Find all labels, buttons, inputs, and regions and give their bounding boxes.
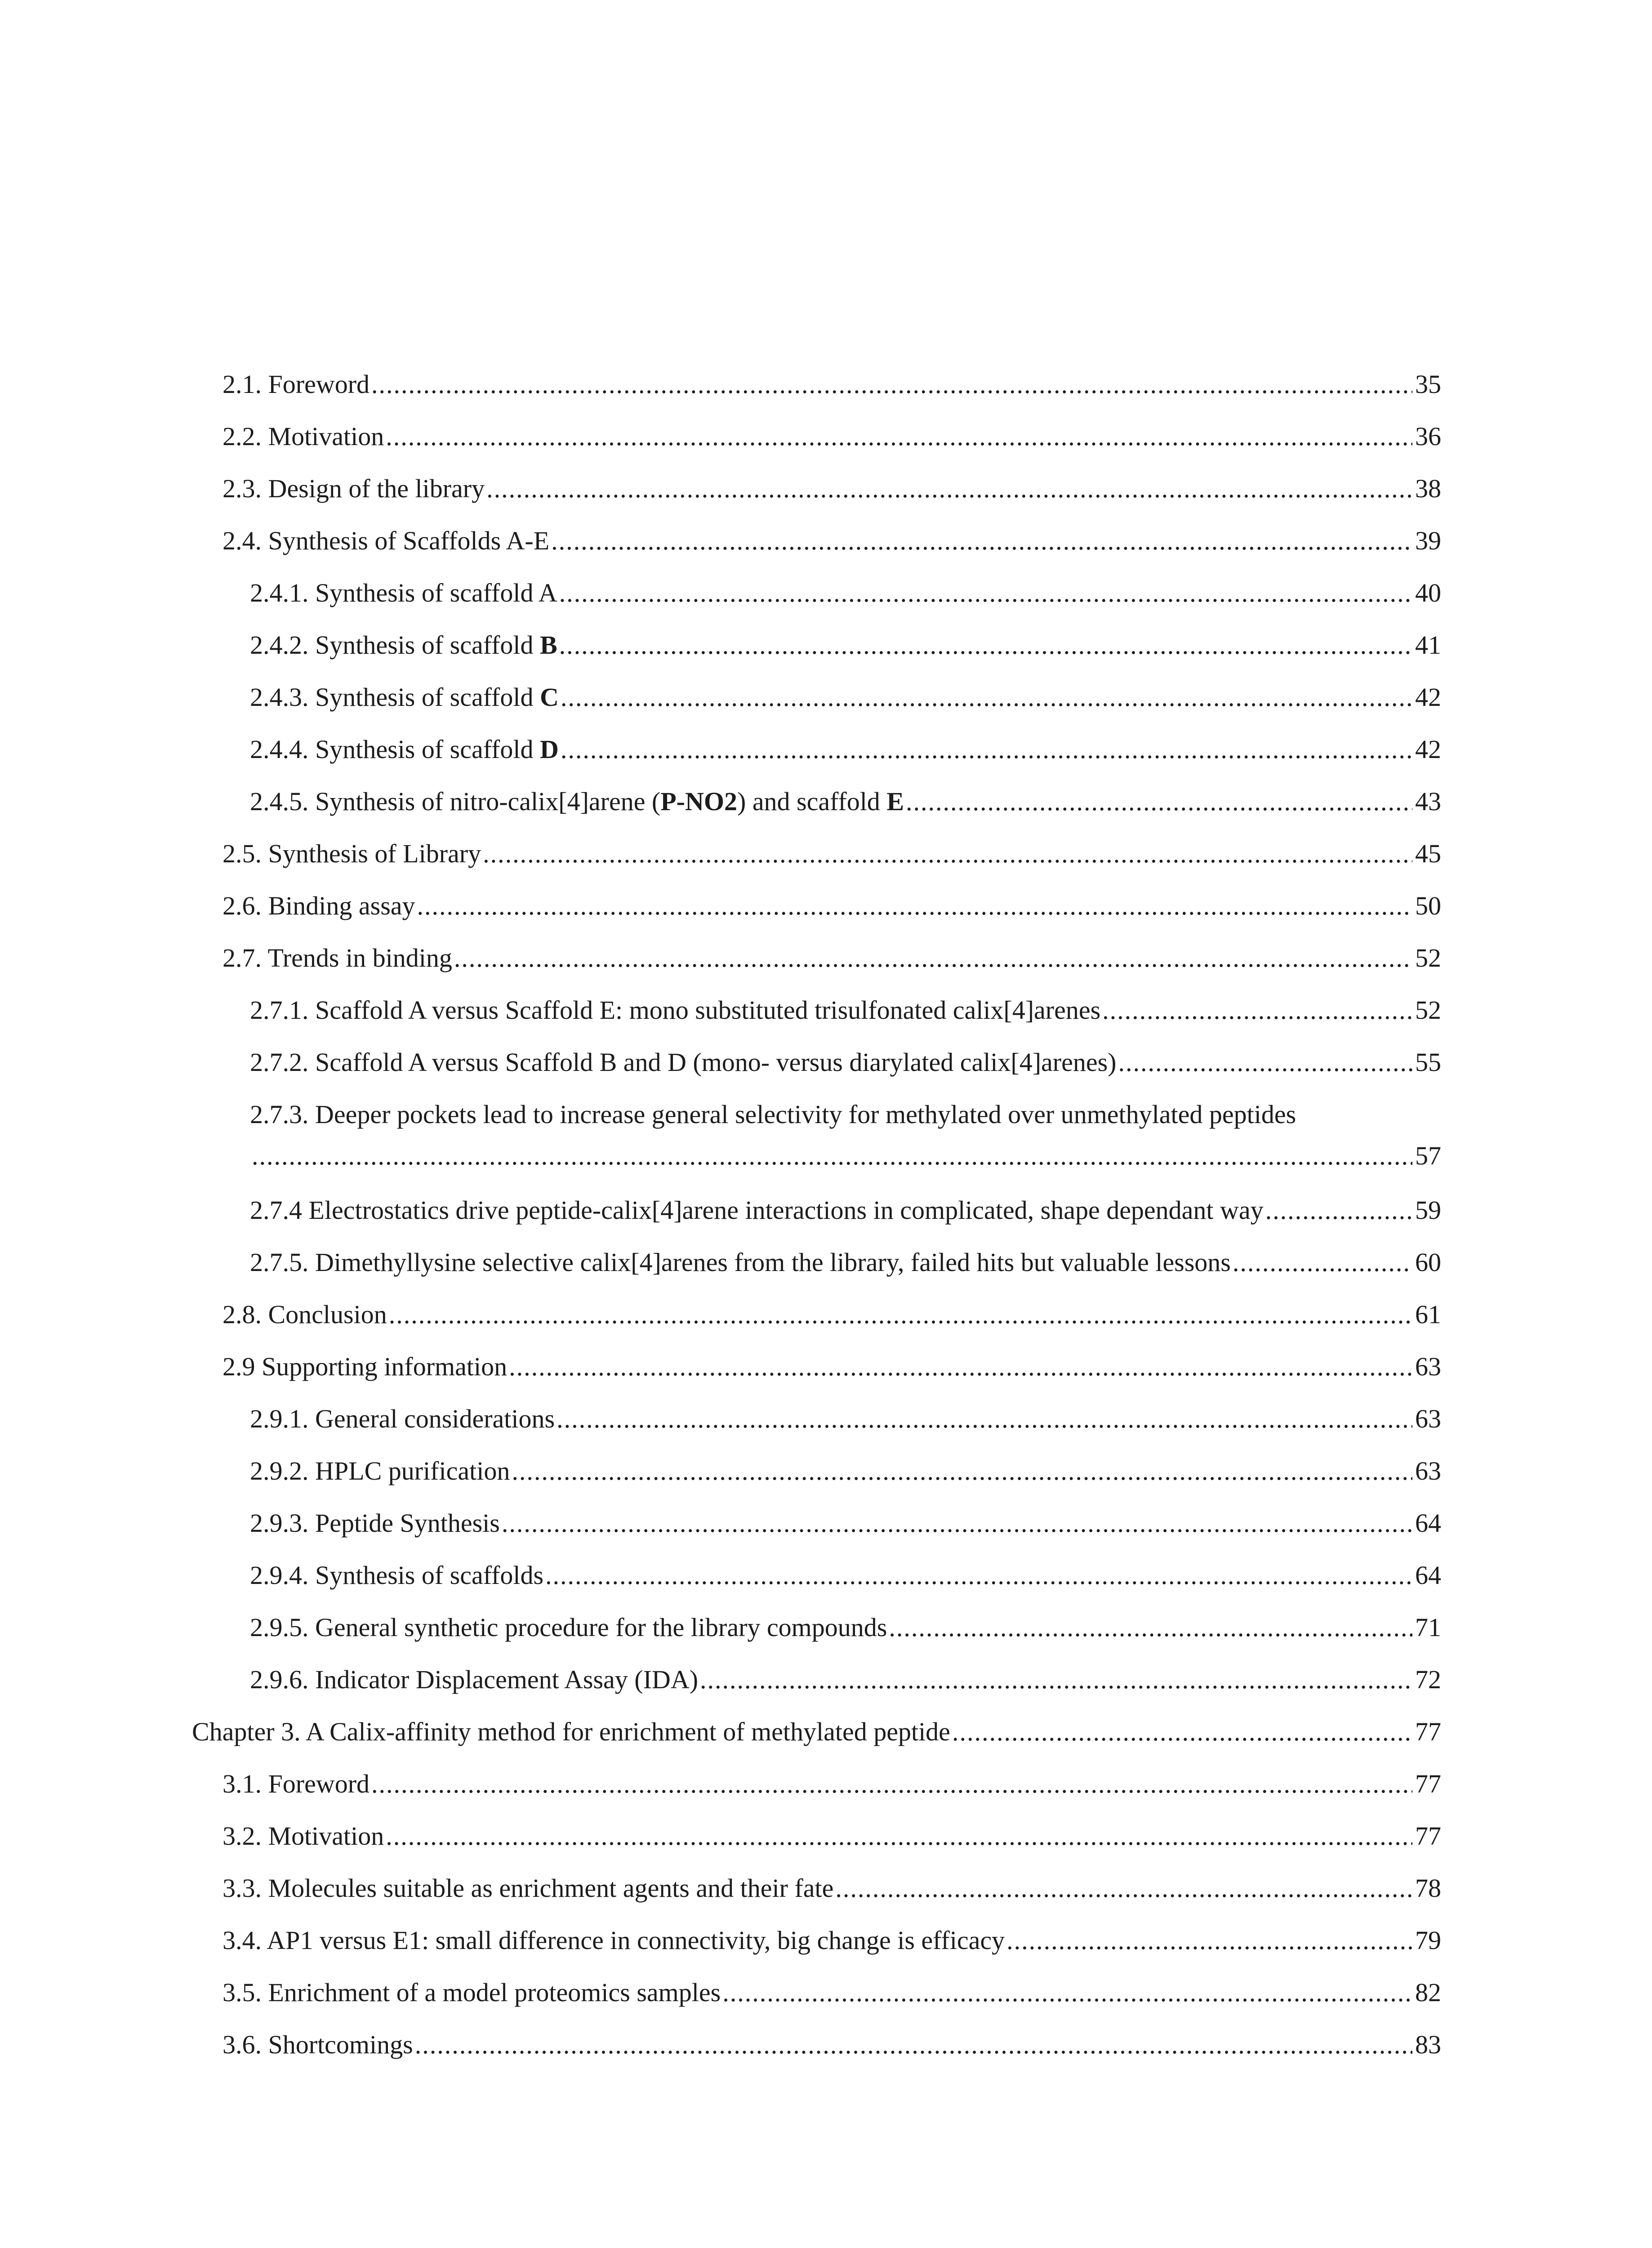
toc-page-number: 59 xyxy=(1415,1195,1441,1225)
toc-page-number: 82 xyxy=(1415,1978,1441,2007)
toc-page-number: 77 xyxy=(1415,1717,1441,1746)
dot-leader xyxy=(1265,1192,1412,1228)
toc-entry-title: 3.2. Motivation xyxy=(223,1821,384,1851)
compound-label: P-NO2 xyxy=(660,787,737,816)
toc-entry-title: 2.4. Synthesis of Scaffolds A-E xyxy=(223,526,550,555)
scaffold-label: B xyxy=(539,630,557,660)
toc-entry-title: 2.7.4 Electrostatics drive peptide-calix[4]arene interactions in complicated, shape dependant way xyxy=(250,1195,1264,1225)
toc-page-number: 77 xyxy=(1415,1821,1441,1851)
toc-chapter-title: Chapter 3. A Calix-affinity method for enrichment of methylated peptide xyxy=(192,1717,950,1746)
toc-entry-title: 3.3. Molecules suitable as enrichment agents and their fate xyxy=(223,1873,834,1903)
toc-entry-title: 2.8. Conclusion xyxy=(223,1300,387,1329)
toc-entry[interactable] xyxy=(223,523,1441,559)
toc-entry[interactable] xyxy=(223,2027,1441,2063)
toc-entry-title xyxy=(250,784,904,820)
toc-entry-title: 3.6. Shortcomings xyxy=(223,2030,413,2059)
toc-entry[interactable] xyxy=(250,1401,1441,1437)
toc-entry-title: 2.9.1. General considerations xyxy=(250,1404,555,1433)
toc-entry-title: 2.7.2. Scaffold A versus Scaffold B and D (mono- versus diarylated calix[4]arenes) xyxy=(250,1048,1117,1077)
toc-page-number: 79 xyxy=(1415,1926,1441,1955)
toc-entry-title: 2.4.1. Synthesis of scaffold A xyxy=(250,578,557,607)
dot-leader xyxy=(454,940,1412,976)
toc-page-number: 50 xyxy=(1415,891,1441,920)
toc-entry[interactable] xyxy=(250,1662,1441,1698)
dot-leader xyxy=(1118,1044,1412,1080)
toc-entry-title-text: 2.4.3. Synthesis of scaffold xyxy=(250,682,540,712)
toc-entry[interactable] xyxy=(223,366,1441,402)
toc-entry-title: 2.5. Synthesis of Library xyxy=(223,839,481,868)
dot-leader xyxy=(545,1557,1412,1593)
dot-leader xyxy=(512,1453,1412,1489)
toc-entry[interactable] xyxy=(223,1818,1441,1854)
toc-entry[interactable] xyxy=(250,784,1441,820)
toc-entry-title: 2.9.2. HPLC purification xyxy=(250,1456,510,1485)
dot-leader xyxy=(486,471,1412,507)
dot-leader xyxy=(1102,992,1412,1028)
dot-leader xyxy=(252,1138,1412,1174)
toc-page-number: 64 xyxy=(1415,1508,1441,1538)
toc-entry-title: 2.7. Trends in binding xyxy=(223,943,452,972)
scaffold-label: D xyxy=(539,735,559,764)
toc-page-number: 63 xyxy=(1415,1352,1441,1381)
toc-entry[interactable] xyxy=(250,1244,1441,1280)
dot-leader xyxy=(509,1349,1412,1385)
dot-leader xyxy=(389,1297,1412,1333)
toc-page-number: 83 xyxy=(1415,2030,1441,2059)
dot-leader xyxy=(889,1610,1412,1646)
dot-leader xyxy=(371,366,1412,402)
dot-leader xyxy=(417,888,1412,924)
toc-entry[interactable] xyxy=(250,1505,1441,1541)
toc-entry-title-text: 2.4.5. Synthesis of nitro-calix[4]arene ( xyxy=(250,787,661,816)
toc-entry-title-text: 2.4.2. Synthesis of scaffold xyxy=(250,630,540,660)
toc-entry[interactable] xyxy=(250,1453,1441,1489)
toc-entry-title: 3.5. Enrichment of a model proteomics samples xyxy=(223,1978,721,2007)
toc-entry[interactable] xyxy=(223,1349,1441,1385)
toc-page-number: 55 xyxy=(1415,1048,1441,1077)
dot-leader xyxy=(415,2027,1412,2063)
toc-entry-title[interactable]: 2.7.3. Deeper pockets lead to increase general selectivity for methylated over unmethylated peptides xyxy=(250,1100,1296,1129)
toc-entry-title: 2.1. Foreword xyxy=(223,370,370,399)
toc-page-number: 52 xyxy=(1415,943,1441,972)
toc-page-number: 45 xyxy=(1415,839,1441,868)
toc-page-number: 40 xyxy=(1415,578,1441,607)
scaffold-label: E xyxy=(886,787,904,816)
toc-entry[interactable] xyxy=(250,731,1441,767)
toc-page-number: 61 xyxy=(1415,1300,1441,1329)
toc-page-number: 63 xyxy=(1415,1404,1441,1433)
dot-leader xyxy=(561,679,1412,715)
toc-entry-title: 2.9.5. General synthetic procedure for the library compounds xyxy=(250,1613,887,1642)
toc-page-number: 43 xyxy=(1415,787,1441,816)
toc-entry[interactable] xyxy=(250,1044,1441,1080)
toc-entry-title: 2.6. Binding assay xyxy=(223,891,415,920)
toc-page-number: 36 xyxy=(1415,422,1441,451)
toc-entry[interactable] xyxy=(250,1610,1441,1646)
toc-entry[interactable] xyxy=(250,1138,1441,1174)
toc-entry-title: 2.9.3. Peptide Synthesis xyxy=(250,1508,500,1538)
toc-page-number: 71 xyxy=(1415,1613,1441,1642)
toc-entry-title-text: ) and scaffold xyxy=(737,787,887,816)
toc-entry-title: 2.7.1. Scaffold A versus Scaffold E: mono substituted trisulfonated calix[4]arenes xyxy=(250,995,1101,1025)
dot-leader xyxy=(551,523,1412,559)
toc-entry-title: 2.9 Supporting information xyxy=(223,1352,508,1381)
toc-entry-title: 2.3. Design of the library xyxy=(223,474,485,503)
toc-page-number: 60 xyxy=(1415,1248,1441,1277)
toc-entry[interactable] xyxy=(223,1922,1441,1958)
dot-leader xyxy=(386,419,1412,455)
toc-page-number: 38 xyxy=(1415,474,1441,503)
toc-entry-title: 2.9.4. Synthesis of scaffolds xyxy=(250,1561,544,1590)
toc-page-number: 39 xyxy=(1415,526,1441,555)
toc-entry-title-text: 2.4.4. Synthesis of scaffold xyxy=(250,735,540,764)
toc-entry[interactable] xyxy=(223,1975,1441,2011)
toc-chapter-entry[interactable] xyxy=(192,1714,1441,1750)
dot-leader xyxy=(1006,1922,1412,1958)
dot-leader xyxy=(483,836,1412,872)
toc-page-number: 52 xyxy=(1415,995,1441,1025)
toc-entry[interactable] xyxy=(250,992,1441,1028)
dot-leader xyxy=(561,731,1412,767)
dot-leader xyxy=(557,1401,1412,1437)
toc-entry-title: 2.2. Motivation xyxy=(223,422,384,451)
toc-entry[interactable] xyxy=(250,575,1441,611)
toc-entry[interactable] xyxy=(223,1766,1441,1802)
toc-page-number: 64 xyxy=(1415,1561,1441,1590)
toc-entry[interactable] xyxy=(250,1192,1441,1228)
toc-page-number: 42 xyxy=(1415,735,1441,764)
toc-entry[interactable] xyxy=(250,627,1441,663)
scaffold-label: C xyxy=(539,682,559,712)
toc-entry-title: 3.1. Foreword xyxy=(223,1769,370,1798)
toc-entry[interactable] xyxy=(223,888,1441,924)
dot-leader xyxy=(559,575,1412,611)
toc-entry[interactable] xyxy=(223,1297,1441,1333)
toc-page-number: 42 xyxy=(1415,682,1441,712)
toc-entry[interactable] xyxy=(223,419,1441,455)
toc-page-number: 77 xyxy=(1415,1769,1441,1798)
dot-leader xyxy=(371,1766,1412,1802)
toc-page-number: 72 xyxy=(1415,1665,1441,1694)
dot-leader xyxy=(502,1505,1412,1541)
toc-page-number: 63 xyxy=(1415,1456,1441,1485)
dot-leader xyxy=(1233,1244,1412,1280)
toc-entry-title: 2.7.5. Dimethyllysine selective calix[4]arenes from the library, failed hits but valuable lessons xyxy=(250,1248,1231,1277)
toc-page-number: 35 xyxy=(1415,370,1441,399)
dot-leader xyxy=(906,784,1412,820)
dot-leader xyxy=(722,1975,1412,2011)
toc-page-number: 57 xyxy=(1415,1141,1441,1170)
toc-entry[interactable] xyxy=(223,940,1441,976)
dot-leader xyxy=(386,1818,1412,1854)
toc-entry[interactable] xyxy=(223,471,1441,507)
dot-leader xyxy=(700,1662,1412,1698)
toc-entry-title: 3.4. AP1 versus E1: small difference in connectivity, big change is efficacy xyxy=(223,1926,1005,1955)
toc-entry[interactable] xyxy=(223,1870,1441,1906)
toc-entry-title: 2.9.6. Indicator Displacement Assay (IDA) xyxy=(250,1665,699,1694)
toc-entry[interactable] xyxy=(250,1557,1441,1593)
dot-leader xyxy=(559,627,1412,663)
toc-entry[interactable] xyxy=(250,679,1441,715)
toc-entry-title xyxy=(250,679,559,715)
toc-entry-title xyxy=(250,731,559,767)
toc-entry[interactable] xyxy=(223,836,1441,872)
toc-page-number: 78 xyxy=(1415,1873,1441,1903)
toc-page-number: 41 xyxy=(1415,630,1441,660)
toc-entry-title xyxy=(250,627,557,663)
dot-leader xyxy=(835,1870,1412,1906)
dot-leader xyxy=(952,1714,1412,1750)
